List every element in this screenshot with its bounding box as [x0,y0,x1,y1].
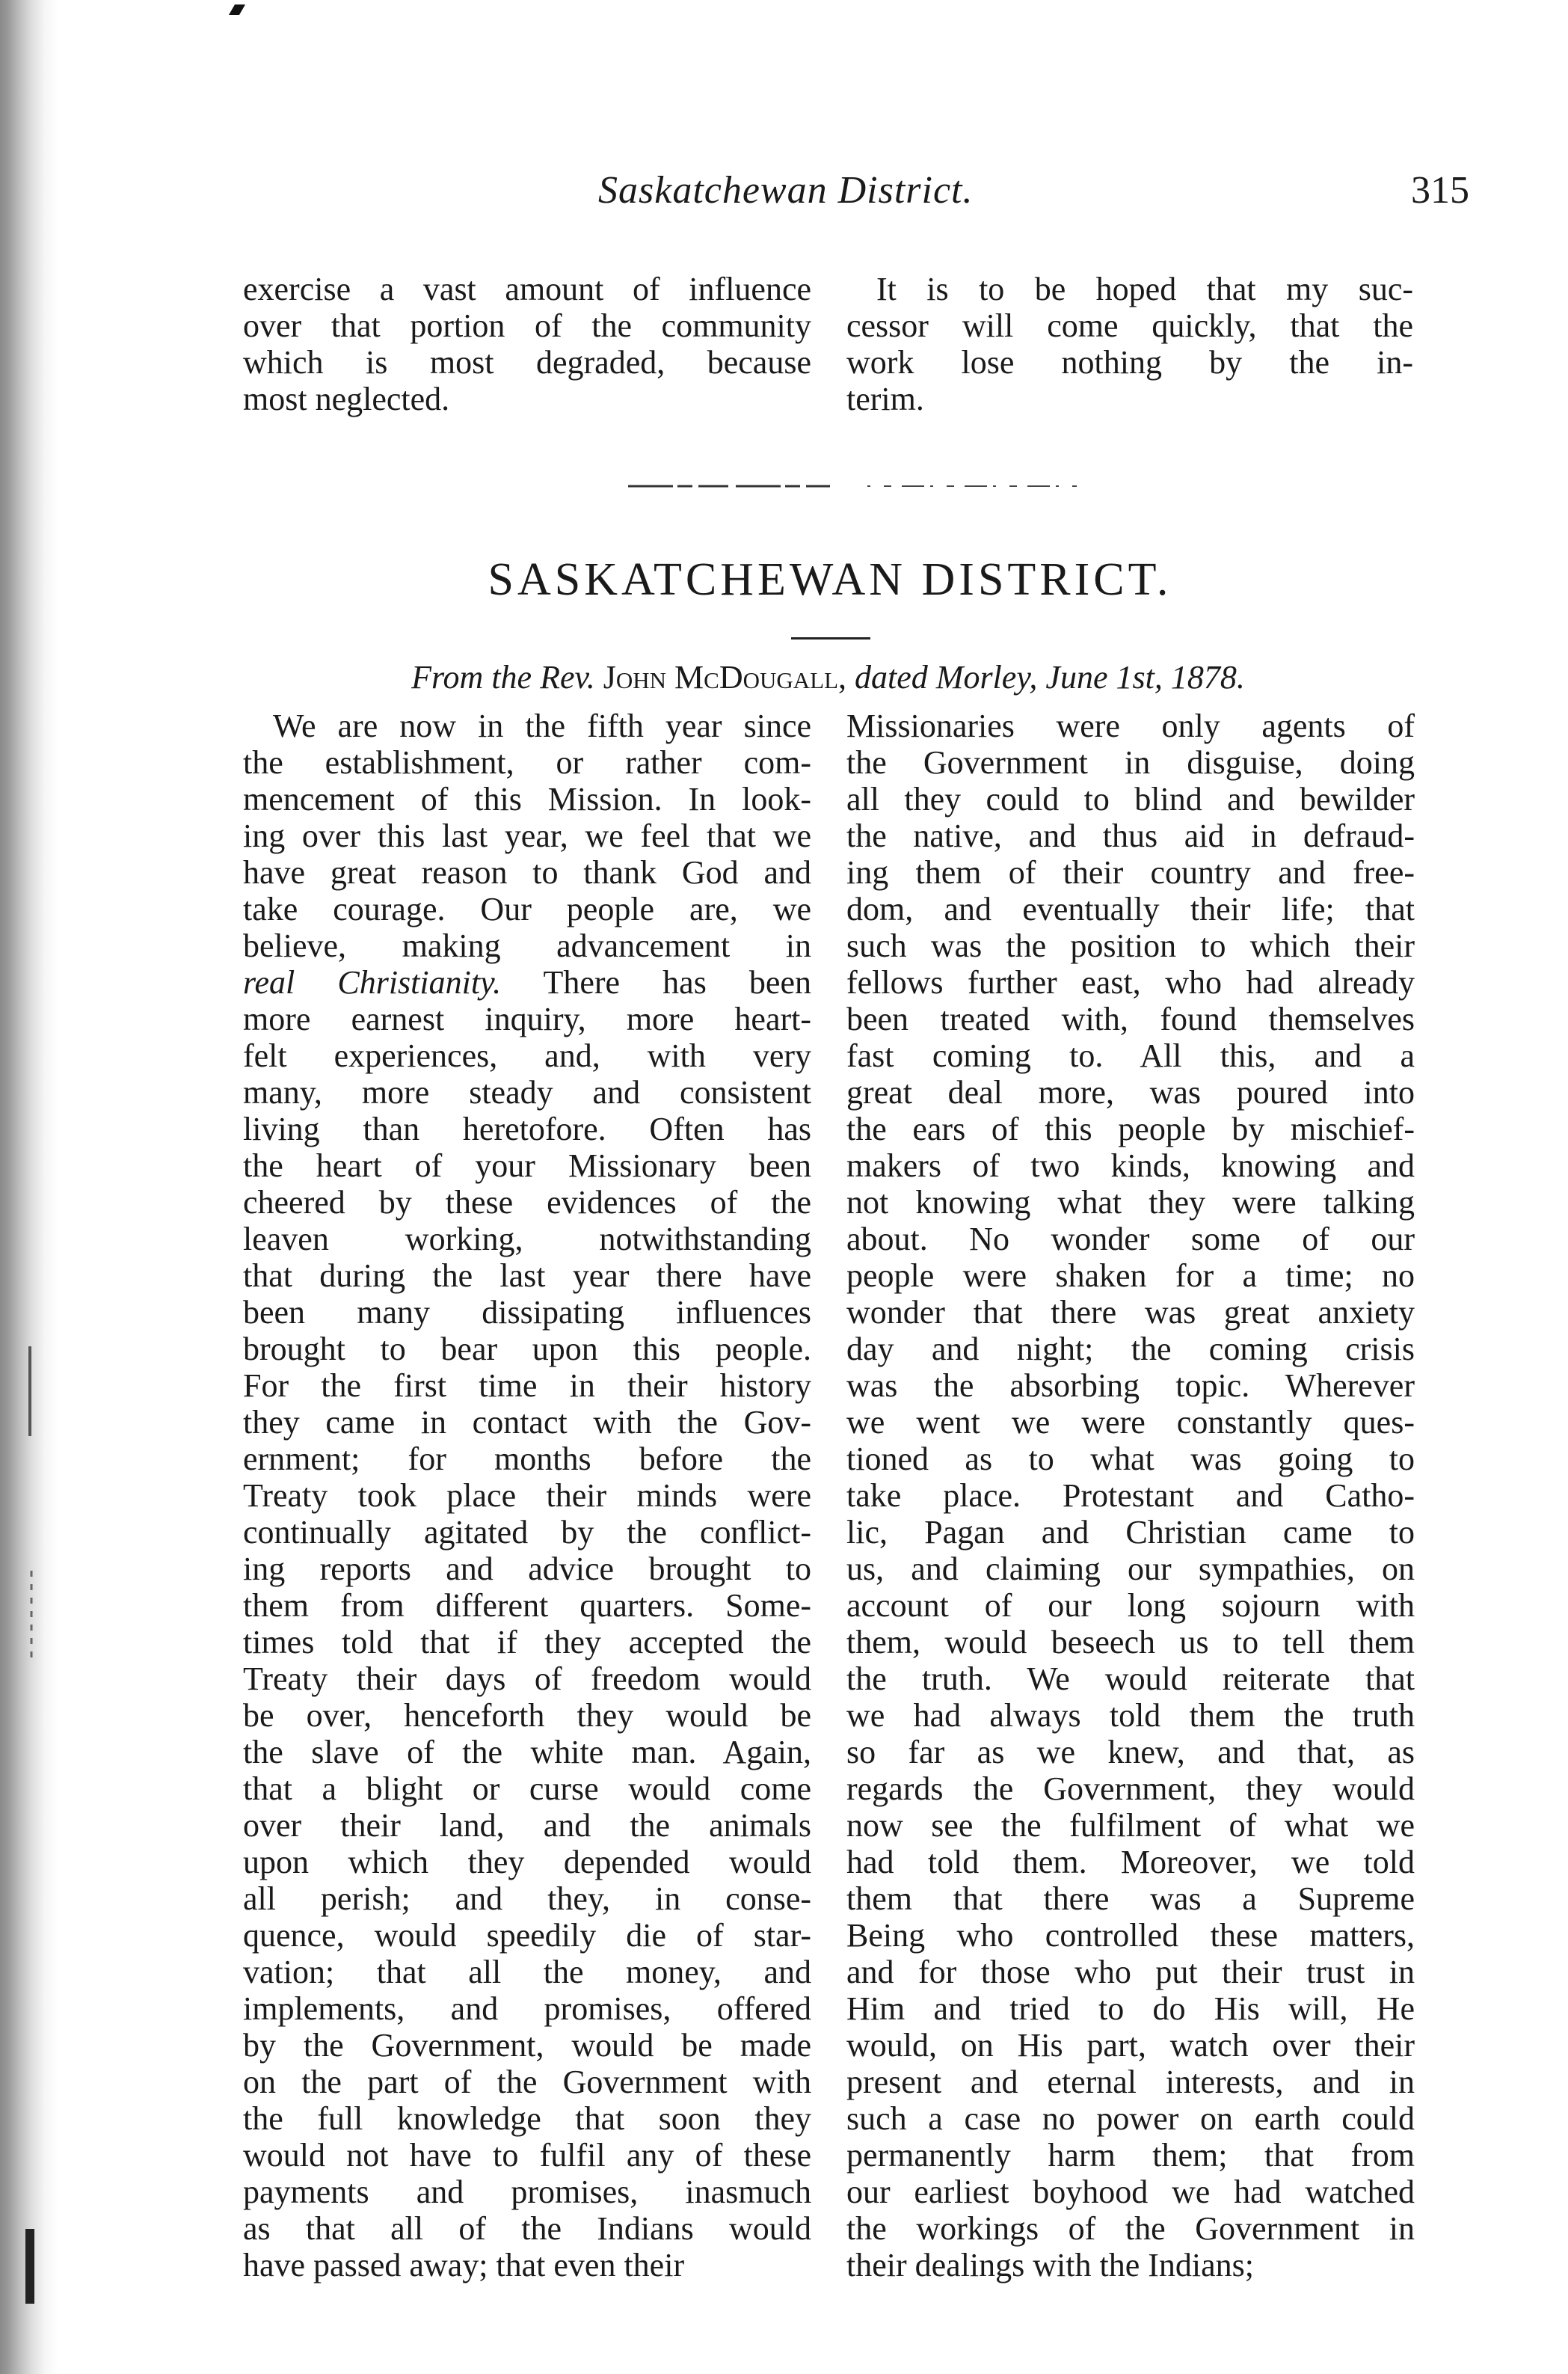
text-line: by the Government, would be made [243,2027,811,2064]
text-line: us, and claiming our sympathies, on [846,1551,1415,1587]
text-line: ernment; for months before the [243,1441,811,1477]
text-line: Treaty their days of freedom would [243,1660,811,1697]
text-line: leaven working, notwithstanding [243,1221,811,1257]
text-line: continually agitated by the conflict- [243,1514,811,1551]
text-line: mencement of this Mission. In look- [243,781,811,818]
text-line: we went we were constantly ques- [846,1404,1415,1441]
text-line: such a case no power on earth could [846,2100,1415,2137]
text-line: permanently harm them; that from [846,2137,1415,2174]
text-line: ing them of their country and free- [846,854,1415,891]
text-line: the truth. We would reiterate that [846,1660,1415,1697]
text-line: exercise a vast amount of influence [243,271,811,307]
text-line: quence, would speedily die of star- [243,1917,811,1954]
byline [243,658,1413,696]
text-line: our earliest boyhood we had watched [846,2174,1415,2210]
text-line: For the first time in their history [243,1367,811,1404]
text-line: over their land, and the animals [243,1807,811,1844]
text-line: have great reason to thank God and [243,854,811,891]
text-line: wonder that there was great anxiety [846,1294,1415,1331]
running-head [598,168,1469,228]
text-line: upon which they depended would [243,1844,811,1880]
heading-rule [791,637,870,639]
text-line: and for those who put their trust in [846,1954,1415,1990]
byline-date: dated Morley, June 1st, 1878. [855,659,1245,696]
text-line: Being who controlled these matters, [846,1917,1415,1954]
body-column-right [846,708,1415,2283]
margin-marks [15,1346,45,2319]
text-line: more earnest inquiry, more heart- [243,1001,811,1037]
text-line: them, would beseech us to tell them [846,1624,1415,1660]
running-title: Saskatchewan District. [598,169,974,212]
text-line: all they could to blind and bewilder [846,781,1415,818]
continued-text-left [243,271,811,417]
section-heading: SASKATCHEWAN DISTRICT. [488,554,1172,605]
text-line: the workings of the Government in [846,2210,1415,2247]
text-line: vation; that all the money, and [243,1954,811,1990]
text-line: tioned as to what was going to [846,1441,1415,1477]
text-line: present and eternal interests, and in [846,2064,1415,2100]
text-line: them from different quarters. Some- [243,1587,811,1624]
text-line: people were shaken for a time; no [846,1257,1415,1294]
text-line: day and night; the coming crisis [846,1331,1415,1367]
text-line: not knowing what they were talking [846,1184,1415,1221]
text-line: dom, and eventually their life; that [846,891,1415,927]
text-line: been many dissipating influences [243,1294,811,1331]
text-line: Him and tried to do His will, He [846,1990,1415,2027]
text-line: account of our long sojourn with [846,1587,1415,1624]
text-line: would not have to fulfil any of these [243,2137,811,2174]
text-line: would, on His part, watch over their [846,2027,1415,2064]
text-line: take courage. Our people are, we [243,891,811,927]
text-line: so far as we knew, and that, as [846,1734,1415,1770]
text-line: we had always told them the truth [846,1697,1415,1734]
text-line: about. No wonder some of our [846,1221,1415,1257]
text-line: the ears of this people by mischief- [846,1111,1415,1147]
text-line: had told them. Moreover, we told [846,1844,1415,1880]
text-line: was the absorbing topic. Wherever [846,1367,1415,1404]
text-line: It is to be hoped that my suc- [876,271,1413,307]
text-line: great deal more, was poured into [846,1074,1415,1111]
text-line: most neglected. [243,381,450,417]
text-line: makers of two kinds, knowing and [846,1147,1415,1184]
text-line: been treated with, found themselves [846,1001,1415,1037]
text-line: take place. Protestant and Catho- [846,1477,1415,1514]
text-line: they came in contact with the Gov- [243,1404,811,1441]
text-line: implements, and promises, offered [243,1990,811,2027]
text-line: payments and promises, inasmuch [243,2174,811,2210]
text-line: them that there was a Supreme [846,1880,1415,1917]
text-line: that a blight or curse would come [243,1770,811,1807]
byline-name: John McDougall, [603,659,847,696]
byline-prefix: From the Rev. [411,659,595,696]
text-line: that during the last year there have [243,1257,811,1294]
text-line: the Government in disguise, doing [846,744,1415,781]
text-line: many, more steady and consistent [243,1074,811,1111]
text-line: now see the fulfilment of what we [846,1807,1415,1844]
page-number: 315 [1411,169,1469,212]
text-line: believe, making advancement in [243,927,811,964]
text-line: such was the position to which their [846,927,1415,964]
text-line: their dealings with the Indians; [846,2247,1254,2283]
body-column-left [243,708,811,2283]
text-line: the heart of your Missionary been [243,1147,811,1184]
text-line: which is most degraded, because [243,344,811,381]
text-line: brought to bear upon this people. [243,1331,811,1367]
text-line: lic, Pagan and Christian came to [846,1514,1415,1551]
text-line: as that all of the Indians would [243,2210,811,2247]
text-line: cessor will come quickly, that the [846,307,1413,344]
text-line: all perish; and they, in conse- [243,1880,811,1917]
text-line: the native, and thus aid in defraud- [846,818,1415,854]
text-line: the establishment, or rather com- [243,744,811,781]
text-line: fellows further east, who had already [846,964,1415,1001]
text-line: ing reports and advice brought to [243,1551,811,1587]
text-line: on the part of the Government with [243,2064,811,2100]
text-line: felt experiences, and, with very [243,1037,811,1074]
text-line: terim. [846,381,924,417]
text-line: regards the Government, they would [846,1770,1415,1807]
section-ornament [628,479,1077,494]
text-line: the full knowledge that soon they [243,2100,811,2137]
text-line: work lose nothing by the in- [846,344,1413,381]
text-line: real Christianity. There has been [243,964,811,1001]
ink-mark [229,4,245,15]
text-line: ing over this last year, we feel that we [243,818,811,854]
text-line: over that portion of the community [243,307,811,344]
text-line: Treaty took place their minds were [243,1477,811,1514]
text-line: Missionaries were only agents of [846,708,1415,744]
text-line: fast coming to. All this, and a [846,1037,1415,1074]
text-line: the slave of the white man. Again, [243,1734,811,1770]
continued-text-right [846,271,1413,417]
text-line: have passed away; that even their [243,2247,685,2283]
text-line: We are now in the fifth year since [273,708,811,744]
text-line: living than heretofore. Often has [243,1111,811,1147]
text-line: cheered by these evidences of the [243,1184,811,1221]
text-line: times told that if they accepted the [243,1624,811,1660]
text-line: be over, henceforth they would be [243,1697,811,1734]
